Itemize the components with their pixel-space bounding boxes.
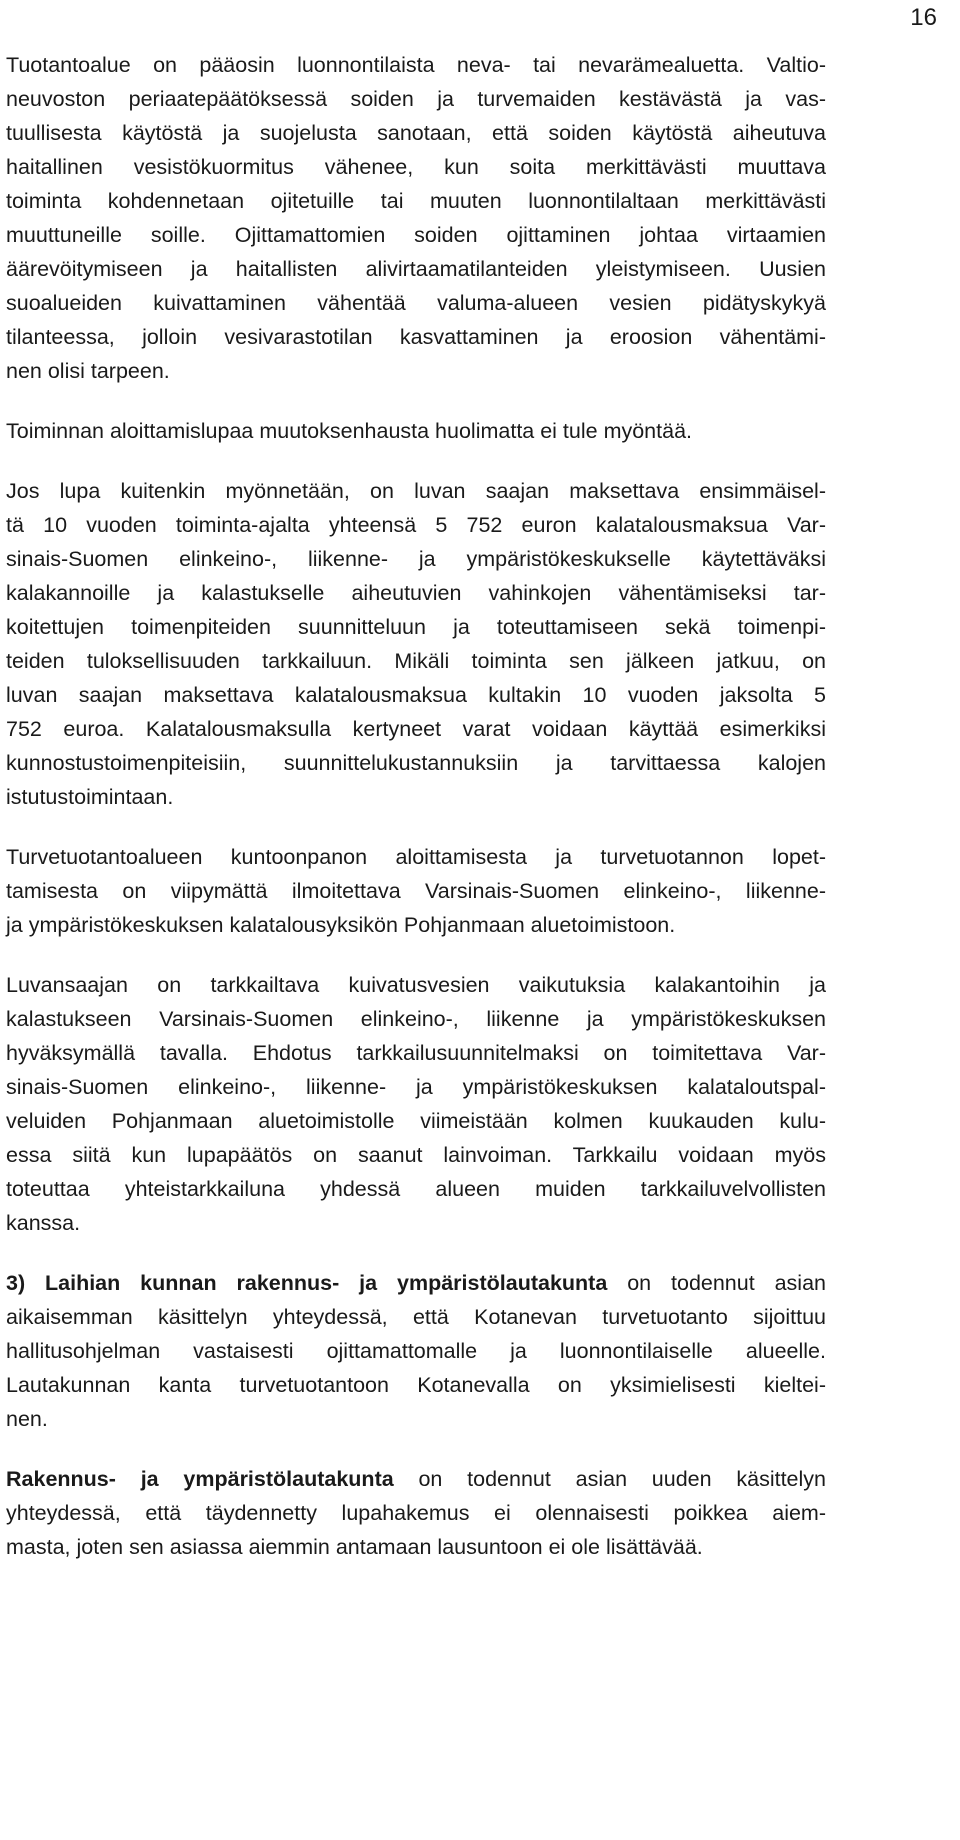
text-line <box>6 1002 826 1036</box>
text-line <box>6 1496 826 1530</box>
line-text: hallitusohjelman vastaisesti ojittamattomalle ja luonnontilaiselle alueelle. <box>6 1339 826 1363</box>
text-line <box>6 908 826 942</box>
text-line <box>6 746 826 780</box>
bold-heading: Rakennus- ja ympäristölautakunta <box>6 1467 394 1491</box>
text-line <box>6 678 826 712</box>
line-text: haitallinen vesistökuormitus vähenee, kun soita merkittävästi muuttava <box>6 155 826 179</box>
line-text: kalastukseen Varsinais-Suomen elinkeino-, liikenne ja ympäristökeskuksen <box>6 1007 826 1031</box>
text-line <box>6 874 826 908</box>
line-text: on todennut asian uuden käsittelyn <box>393 1467 826 1491</box>
text-line <box>6 1138 826 1172</box>
paragraph <box>6 414 826 448</box>
text-line <box>6 508 826 542</box>
text-line <box>6 1368 826 1402</box>
text-line <box>6 780 826 814</box>
text-line <box>6 320 826 354</box>
text-line <box>6 1036 826 1070</box>
line-text: yhteydessä, että täydennetty lupahakemus ei olennaisesti poikkea aiem- <box>6 1501 826 1525</box>
line-text: Turvetuotantoalueen kuntoonpanon aloittamisesta ja turvetuotannon lopet- <box>6 845 826 869</box>
line-text: Toiminnan aloittamislupaa muutoksenhausta huolimatta ei tule myöntää. <box>6 419 693 443</box>
paragraph <box>6 968 826 1240</box>
text-line <box>6 48 826 82</box>
page-number: 16 <box>910 4 937 31</box>
text-line <box>6 354 826 388</box>
text-line <box>6 576 826 610</box>
text-line <box>6 474 826 508</box>
text-line <box>6 840 826 874</box>
text-line <box>6 610 826 644</box>
line-text: toteuttaa yhteistarkkailuna yhdessä alueen muiden tarkkailuvelvollisten <box>6 1177 826 1201</box>
paragraph <box>6 840 826 942</box>
line-text: ja ympäristökeskuksen kalatalousyksikön Pohjanmaan aluetoimistoon. <box>6 913 676 937</box>
bold-heading: 3) Laihian kunnan rakennus- ja ympäristölautakunta <box>6 1271 608 1295</box>
line-text: tamisesta on viipymättä ilmoitettava Varsinais-Suomen elinkeino-, liikenne- <box>6 879 826 903</box>
text-line <box>6 968 826 1002</box>
line-text: 752 euroa. Kalatalousmaksulla kertyneet varat voidaan käyttää esimerkiksi <box>6 717 826 741</box>
line-text: essa siitä kun lupapäätös on saanut lainvoiman. Tarkkailu voidaan myös <box>6 1143 826 1167</box>
line-text: kalakannoille ja kalastukselle aiheutuvien vahinkojen vähentämiseksi tar- <box>6 581 826 605</box>
line-text: kunnostustoimenpiteisiin, suunnittelukustannuksiin ja tarvittaessa kalojen <box>6 751 826 775</box>
text-line <box>6 252 826 286</box>
line-text: luvan saajan maksettava kalatalousmaksua kultakin 10 vuoden jaksolta 5 <box>6 683 826 707</box>
line-text: hyväksymällä tavalla. Ehdotus tarkkailusuunnitelmaksi on toimitettava Var- <box>6 1041 826 1065</box>
text-line <box>6 1070 826 1104</box>
paragraph <box>6 48 826 388</box>
text-line <box>6 1300 826 1334</box>
text-line <box>6 82 826 116</box>
text-line <box>6 1462 826 1496</box>
line-text: muuttuneille soille. Ojittamattomien soiden ojittaminen johtaa virtaamien <box>6 223 826 247</box>
line-text: suoalueiden kuivattaminen vähentää valuma-alueen vesien pidätyskykyä <box>6 291 826 315</box>
line-text: tä 10 vuoden toiminta-ajalta yhteensä 5 752 euron kalatalousmaksua Var- <box>6 513 826 537</box>
line-text: nen olisi tarpeen. <box>6 359 170 383</box>
line-text: tilanteessa, jolloin vesivarastotilan kasvattaminen ja eroosion vähentämi- <box>6 325 826 349</box>
line-text: on todennut asian <box>607 1271 826 1295</box>
line-text: sinais-Suomen elinkeino-, liikenne- ja ympäristökeskukselle käytettäväksi <box>6 547 826 571</box>
line-text: kanssa. <box>6 1211 81 1235</box>
line-text: Jos lupa kuitenkin myönnetään, on luvan saajan maksettava ensimmäisel- <box>6 479 826 503</box>
text-line <box>6 218 826 252</box>
line-text: tuullisesta käytöstä ja suojelusta sanotaan, että soiden käytöstä aiheutuva <box>6 121 826 145</box>
text-line <box>6 1104 826 1138</box>
line-text: neuvoston periaatepäätöksessä soiden ja turvemaiden kestävästä ja vas- <box>6 87 826 111</box>
text-line <box>6 184 826 218</box>
line-text: istutustoimintaan. <box>6 785 174 809</box>
line-text: toiminta kohdennetaan ojitetuille tai muuten luonnontilaltaan merkittävästi <box>6 189 826 213</box>
document-body <box>6 48 826 1590</box>
text-line <box>6 644 826 678</box>
text-line <box>6 1334 826 1368</box>
text-line <box>6 1266 826 1300</box>
paragraph <box>6 1462 826 1564</box>
line-text: aikaisemman käsittelyn yhteydessä, että Kotanevan turvetuotanto sijoittuu <box>6 1305 826 1329</box>
paragraph <box>6 474 826 814</box>
line-text: veluiden Pohjanmaan aluetoimistolle viimeistään kolmen kuukauden kulu- <box>6 1109 826 1133</box>
paragraph <box>6 1266 826 1436</box>
line-text: Luvansaajan on tarkkailtava kuivatusvesien vaikutuksia kalakantoihin ja <box>6 973 826 997</box>
line-text: Tuotantoalue on pääosin luonnontilaista neva- tai nevarämealuetta. Valtio- <box>6 53 826 77</box>
text-line <box>6 414 826 448</box>
line-text: teiden tuloksellisuuden tarkkailuun. Mikäli toiminta sen jälkeen jatkuu, on <box>6 649 826 673</box>
line-text: äärevöitymiseen ja haitallisten alivirtaamatilanteiden yleistymiseen. Uusien <box>6 257 826 281</box>
line-text: koitettujen toimenpiteiden suunnitteluun ja toteuttamiseen sekä toimenpi- <box>6 615 826 639</box>
text-line <box>6 542 826 576</box>
text-line <box>6 1206 826 1240</box>
text-line <box>6 116 826 150</box>
text-line <box>6 150 826 184</box>
text-line <box>6 712 826 746</box>
text-line <box>6 1172 826 1206</box>
text-line <box>6 1530 826 1564</box>
line-text: sinais-Suomen elinkeino-, liikenne- ja ympäristökeskuksen kalataloutspal- <box>6 1075 826 1099</box>
text-line <box>6 286 826 320</box>
line-text: nen. <box>6 1407 48 1431</box>
line-text: Lautakunnan kanta turvetuotantoon Kotanevalla on yksimielisesti kieltei- <box>6 1373 826 1397</box>
line-text: masta, joten sen asiassa aiemmin antamaan lausuntoon ei ole lisättävää. <box>6 1535 703 1559</box>
text-line <box>6 1402 826 1436</box>
